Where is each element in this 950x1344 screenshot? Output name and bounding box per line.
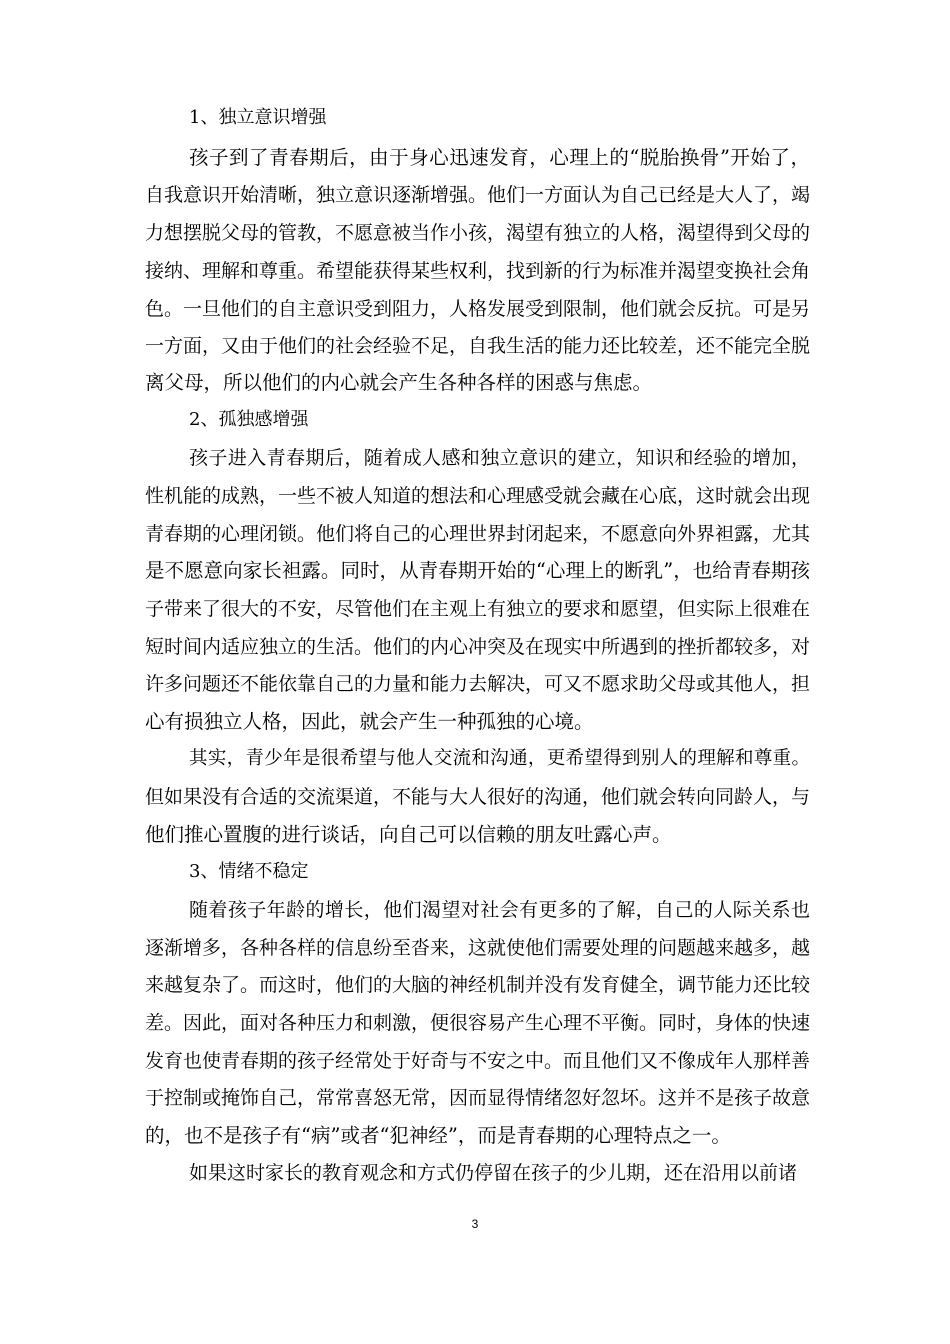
text-line: 青春期的心理闭锁。他们将自己的心理世界封闭起来，不愿意向外界袒露，尤其 (145, 523, 811, 545)
text-line: 孩子进入青春期后，随着成人感和独立意识的建立，知识和经验的增加， (189, 447, 810, 469)
page-number: 3 (471, 1217, 479, 1231)
text-line: 的，也不是孩子有“病”或者“犯神经”，而是青春期的心理特点之一。 (145, 1124, 731, 1147)
text-line: 色。一旦他们的自主意识受到阻力，人格发展受到限制，他们就会反抗。可是另 (145, 298, 811, 320)
text-line: 接纳、理解和尊重。希望能获得某些权利，找到新的行为标准并渴望变换社会角 (145, 260, 811, 282)
text-line: 孩子到了青春期后，由于身心迅速发育，心理上的“脱胎换骨”开始了， (189, 146, 810, 169)
text-line: 发育也使青春期的孩子经常处于好奇与不安之中。而且他们又不像成年人那样善 (145, 1050, 811, 1072)
text-line: 自我意识开始清晰，独立意识逐渐增强。他们一方面认为自己已经是大人了，竭 (145, 184, 811, 206)
section-heading-2: 2、孤独感增强 (189, 409, 309, 430)
text-line: 是不愿意向家长袒露。同时，从青春期开始的“心理上的断乳”，也给青春期孩 (145, 559, 810, 582)
text-line: 许多问题还不能依靠自己的力量和能力去解决，可又不愿求助父母或其他人，担 (145, 673, 811, 695)
text-line: 短时间内适应独立的生活。他们的内心冲突及在现实中所遇到的挫折都较多，对 (145, 636, 811, 658)
section-heading-3: 3、情绪不稳定 (189, 861, 309, 882)
section-heading-1: 1、独立意识增强 (189, 107, 327, 128)
text-line: 随着孩子年龄的增长，他们渴望对社会有更多的了解，自己的人际关系也 (189, 899, 810, 921)
text-line: 一方面，又由于他们的社会经验不足，自我生活的能力还比较差，还不能完全脱 (145, 335, 811, 357)
text-line: 心有损独立人格，因此，就会产生一种孤独的心境。 (145, 710, 594, 733)
text-line: 其实，青少年是很希望与他人交流和沟通，更希望得到别人的理解和尊重。 (189, 748, 810, 769)
text-line: 但如果没有合适的交流渠道，不能与大人很好的沟通，他们就会转向同龄人，与 (145, 786, 811, 808)
text-line: 性机能的成熟，一些不被人知道的想法和心理感受就会藏在心底，这时就会出现 (145, 485, 811, 507)
text-line: 逐渐增多，各种各样的信息纷至沓来，这就使他们需要处理的问题越来越多，越 (145, 937, 811, 959)
text-line: 来越复杂了。而这时，他们的大脑的神经机制并没有发育健全，调节能力还比较 (145, 974, 811, 996)
text-line: 力想摆脱父母的管教，不愿意被当作小孩，渴望有独立的人格，渴望得到父母的 (145, 222, 811, 244)
text-line: 差。因此，面对各种压力和刺激，便很容易产生心理不平衡。同时，身体的快速 (145, 1012, 811, 1034)
text-line: 他们推心置腹的进行谈话，向自己可以信赖的朋友吐露心声。 (145, 823, 672, 846)
text-line: 离父母，所以他们的内心就会产生各种各样的困惑与焦虑。 (145, 371, 653, 394)
text-line: 于控制或掩饰自己，常常喜怒无常，因而显得情绪忽好忽坏。这并不是孩子故意 (145, 1087, 811, 1109)
text-line: 如果这时家长的教育观念和方式仍停留在孩子的少儿期，还在沿用以前诸 (189, 1162, 798, 1184)
text-line: 子带来了很大的不安，尽管他们在主观上有独立的要求和愿望，但实际上很难在 (145, 598, 811, 620)
